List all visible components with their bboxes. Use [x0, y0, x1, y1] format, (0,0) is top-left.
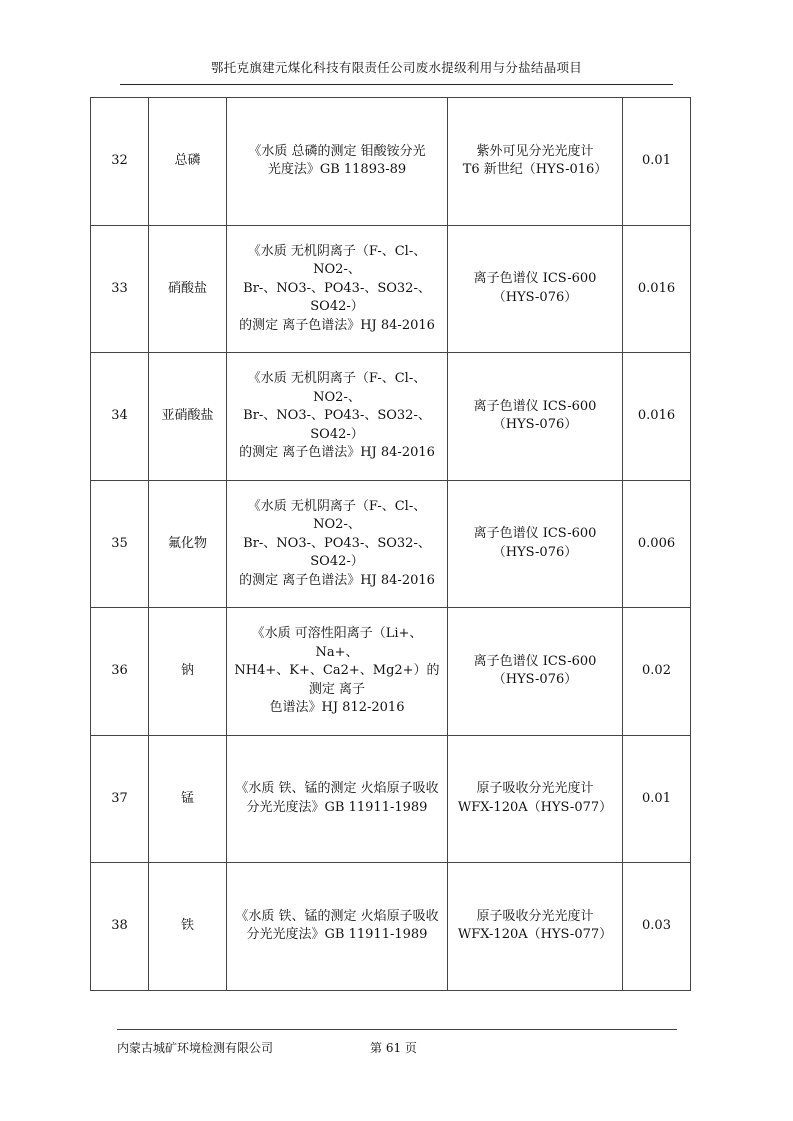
row-number-cell — [91, 353, 149, 481]
instrument-line: （HYS-076） — [492, 672, 578, 688]
detection-limit-cell — [623, 98, 691, 226]
instrument-line: （HYS-076） — [492, 544, 578, 560]
instrument-line: WFX-120A（HYS-077） — [457, 927, 613, 943]
instrument-line: 原子吸收分光光度计 — [476, 781, 594, 797]
row-number-cell — [91, 225, 149, 353]
footer-page-number: 第 61 页 — [370, 1041, 417, 1055]
row-number-cell — [91, 480, 149, 608]
row-number: 34 — [111, 408, 128, 423]
table-row — [91, 863, 691, 991]
detection-limit-cell — [623, 735, 691, 863]
test-item-cell — [149, 735, 227, 863]
detection-limit: 0.016 — [637, 280, 676, 296]
test-item-cell — [149, 98, 227, 226]
test-item-cell — [149, 863, 227, 991]
method-line: 《水质 可溶性阳离子（Li+、Na+、 — [251, 626, 423, 660]
table-row — [91, 353, 691, 481]
detection-limit: 0.03 — [642, 918, 671, 933]
row-number: 32 — [111, 153, 128, 168]
table-row — [91, 608, 691, 736]
test-item: 亚硝酸盐 — [161, 408, 214, 423]
instrument-line: 离子色谱仪 ICS-600 — [473, 398, 597, 414]
instrument-line: WFX-120A（HYS-077） — [457, 799, 613, 815]
method-line: Br-、NO3-、PO43-、SO32-、SO42-） — [243, 408, 431, 442]
method-line: 《水质 铁、锰的测定 火焰原子吸收 — [235, 781, 439, 797]
method-line: 《水质 无机阴离子（F-、Cl-、NO2-、 — [247, 498, 427, 532]
method-line: 的测定 离子色谱法》HJ 84-2016 — [239, 317, 435, 333]
row-number: 36 — [111, 663, 128, 678]
instrument-line: 离子色谱仪 ICS-600 — [473, 271, 597, 287]
row-number-cell — [91, 863, 149, 991]
table-row — [91, 98, 691, 226]
detection-limit-cell — [623, 608, 691, 736]
row-number: 35 — [111, 535, 128, 551]
detection-limit: 0.02 — [642, 663, 671, 678]
test-item: 氟化物 — [167, 535, 207, 551]
row-number: 33 — [111, 280, 128, 296]
method-line: 光度法》GB 11893-89 — [267, 162, 407, 178]
method-line: 《水质 总磷的测定 钼酸铵分光 — [248, 143, 426, 159]
footer-divider — [117, 1029, 677, 1030]
instrument-cell — [448, 225, 623, 353]
table-row — [91, 735, 691, 863]
table-row — [91, 225, 691, 353]
method-line: 色谱法》HJ 812-2016 — [269, 700, 405, 715]
method-cell — [227, 863, 448, 991]
method-line: Br-、NO3-、PO43-、SO32-、SO42-） — [243, 535, 431, 569]
method-line: 分光光度法》GB 11911-1989 — [246, 799, 428, 815]
method-cell — [227, 353, 448, 481]
detection-limit-cell — [623, 480, 691, 608]
instrument-line: （HYS-076） — [492, 289, 578, 305]
instrument-cell — [448, 98, 623, 226]
instrument-line: 离子色谱仪 ICS-600 — [473, 526, 597, 542]
method-line: 分光光度法》GB 11911-1989 — [246, 927, 428, 943]
row-number: 37 — [111, 790, 128, 806]
header-divider — [120, 84, 673, 85]
instrument-line: 原子吸收分光光度计 — [476, 908, 594, 924]
test-item-cell — [149, 608, 227, 736]
row-number-cell — [91, 735, 149, 863]
test-item: 锰 — [180, 790, 194, 806]
instrument-line: （HYS-076） — [492, 417, 578, 433]
test-item: 硝酸盐 — [167, 280, 207, 296]
instrument-cell — [448, 353, 623, 481]
test-item-cell — [149, 480, 227, 608]
detection-limit: 0.01 — [642, 153, 671, 168]
method-cell — [227, 608, 448, 736]
method-line: 的测定 离子色谱法》HJ 84-2016 — [239, 572, 435, 588]
method-cell — [227, 225, 448, 353]
instrument-cell — [448, 480, 623, 608]
method-cell — [227, 480, 448, 608]
row-number-cell — [91, 608, 149, 736]
footer-company: 内蒙古城矿环境检测有限公司 — [117, 1041, 274, 1055]
test-item: 铁 — [180, 918, 194, 933]
method-line: Br-、NO3-、PO43-、SO32-、SO42-） — [243, 280, 431, 314]
method-line: NH4+、K+、Ca2+、Mg2+）的测定 离子 — [234, 663, 440, 697]
detection-limit: 0.01 — [642, 790, 671, 806]
method-line: 的测定 离子色谱法》HJ 84-2016 — [239, 445, 435, 460]
row-number: 38 — [111, 918, 128, 933]
detection-limit-cell — [623, 353, 691, 481]
test-methods-table — [90, 97, 691, 991]
detection-limit-cell — [623, 225, 691, 353]
method-cell — [227, 735, 448, 863]
instrument-cell — [448, 608, 623, 736]
method-line: 《水质 无机阴离子（F-、Cl-、NO2-、 — [247, 243, 427, 277]
instrument-line: 离子色谱仪 ICS-600 — [473, 653, 597, 669]
row-number-cell — [91, 98, 149, 226]
instrument-line: T6 新世纪（HYS-016） — [462, 162, 608, 178]
test-item: 钠 — [180, 663, 194, 678]
method-cell — [227, 98, 448, 226]
method-line: 《水质 无机阴离子（F-、Cl-、NO2-、 — [247, 371, 427, 405]
test-item-cell — [149, 353, 227, 481]
test-item: 总磷 — [174, 153, 201, 168]
detection-limit: 0.006 — [637, 535, 676, 551]
table-row — [91, 480, 691, 608]
page-header-title: 鄂托克旗建元煤化科技有限责任公司废水提级利用与分盐结晶项目 — [210, 60, 583, 75]
detection-limit: 0.016 — [637, 408, 676, 423]
test-item-cell — [149, 225, 227, 353]
method-line: 《水质 铁、锰的测定 火焰原子吸收 — [235, 908, 439, 924]
instrument-line: 紫外可见分光光度计 — [476, 143, 594, 159]
instrument-cell — [448, 863, 623, 991]
instrument-cell — [448, 735, 623, 863]
detection-limit-cell — [623, 863, 691, 991]
